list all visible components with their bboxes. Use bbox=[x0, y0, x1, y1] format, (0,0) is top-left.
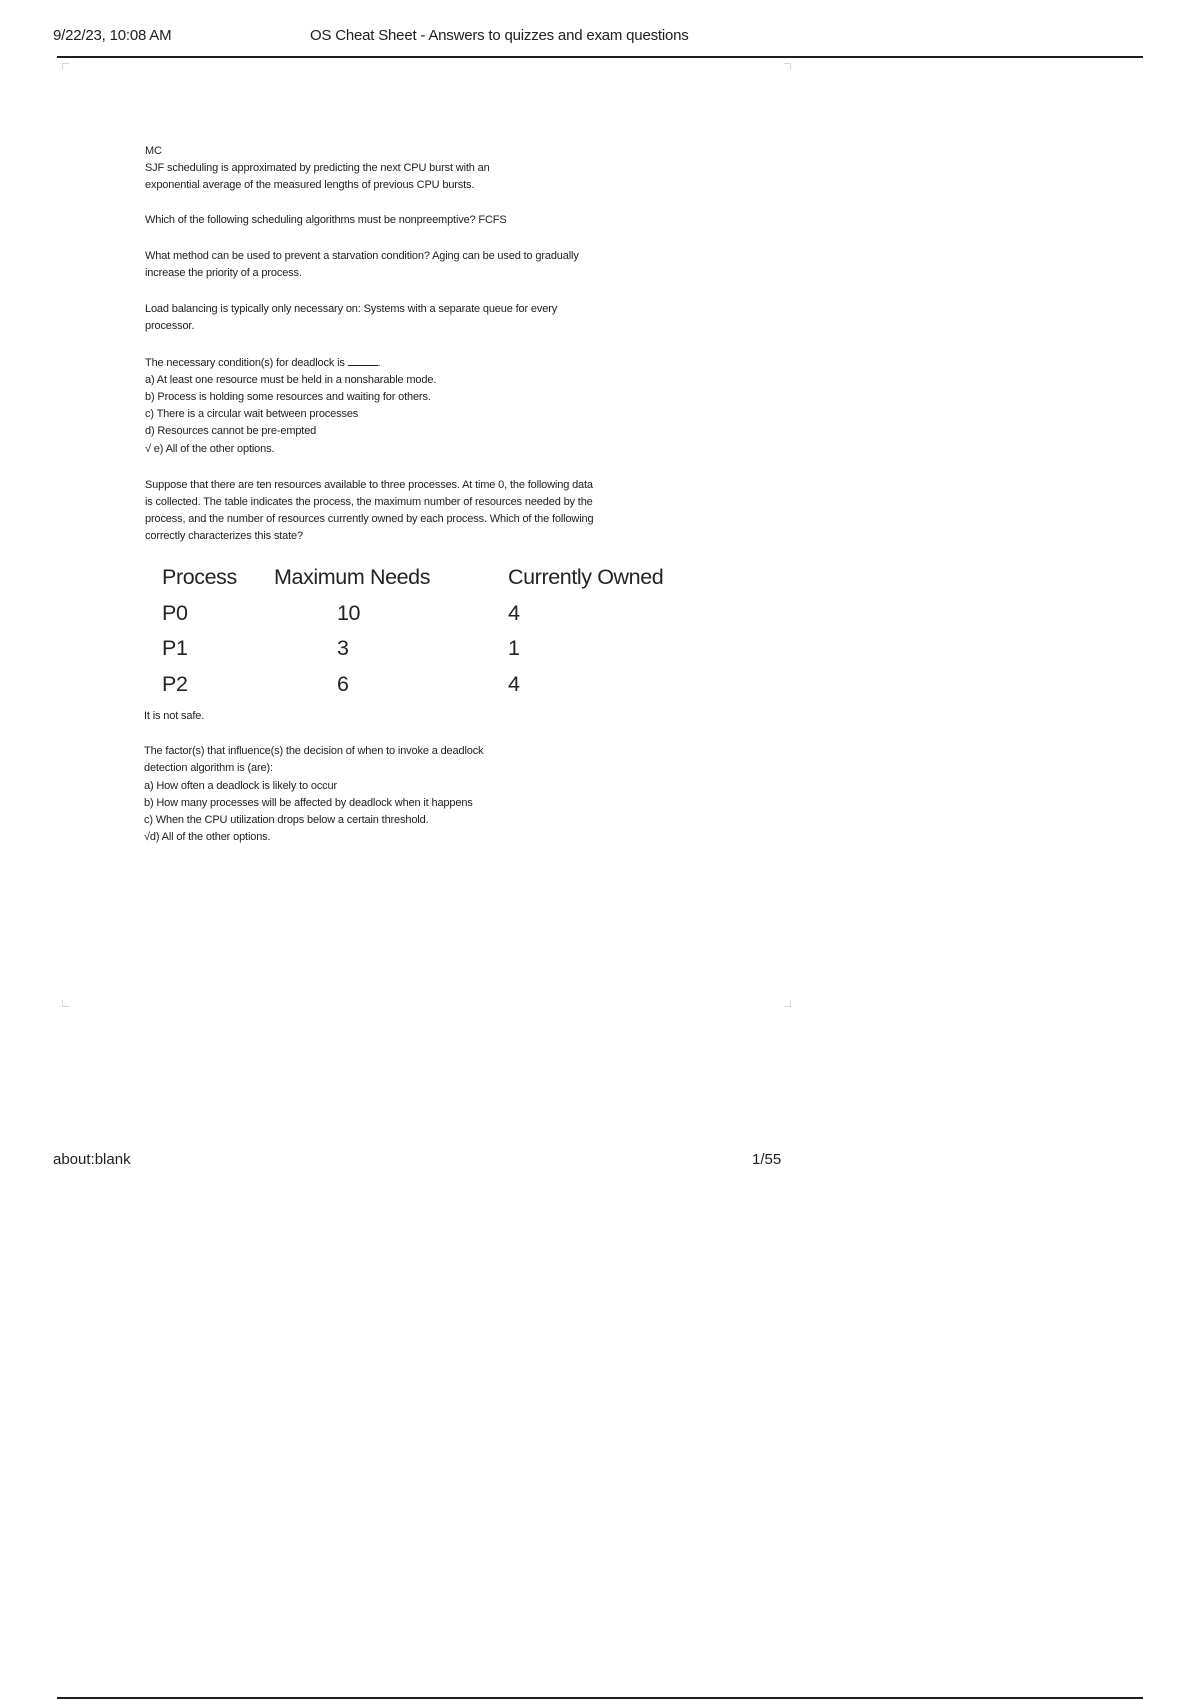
question-line: increase the priority of a process. bbox=[145, 267, 302, 280]
crop-mark-top-right bbox=[784, 63, 791, 70]
answer-option: d) Resources cannot be pre-empted bbox=[145, 425, 317, 438]
question-block-load-balancing bbox=[145, 301, 705, 335]
question-stem-text: The necessary condition(s) for deadlock is bbox=[145, 356, 345, 369]
question-block-deadlock-conditions bbox=[145, 355, 705, 458]
print-datetime: 9/22/23, 10:08 AM bbox=[53, 27, 172, 44]
answer-line: It is not safe. bbox=[144, 710, 205, 722]
question-block-detection bbox=[144, 743, 704, 846]
question-line: What method can be used to prevent a starvation condition? Aging can be used to gradually bbox=[145, 249, 579, 262]
crop-mark-bottom-left bbox=[62, 1000, 69, 1007]
footer-url: about:blank bbox=[53, 1151, 131, 1168]
table-cell-process: P0 bbox=[162, 600, 188, 625]
question-block-safe-state bbox=[145, 477, 705, 546]
page-number: 1/55 bbox=[752, 1151, 782, 1168]
crop-mark-top-left bbox=[62, 63, 69, 70]
question-block-nonpreemptive bbox=[145, 212, 705, 229]
question-line: is collected. The table indicates the process, the maximum number of resources needed by the bbox=[145, 496, 593, 509]
question-line: process, and the number of resources currently owned by each process. Which of the following bbox=[145, 513, 594, 526]
section-label: MC bbox=[145, 145, 162, 157]
answer-option: b) Process is holding some resources and waiting for others. bbox=[145, 391, 431, 404]
question-line: correctly characterizes this state? bbox=[145, 530, 303, 543]
answer-option-correct: √d) All of the other options. bbox=[144, 831, 271, 844]
footer-rule bbox=[57, 1697, 1143, 1699]
table-header-cell: Process bbox=[162, 565, 237, 589]
answer-blank bbox=[348, 356, 378, 366]
answer-option: b) How many processes will be affected by deadlock when it happens bbox=[144, 796, 473, 809]
question-line: Load balancing is typically only necessary on: Systems with a separate queue for every bbox=[145, 303, 558, 316]
page-content-continued bbox=[144, 708, 704, 863]
answer-option: a) At least one resource must be held in a nonsharable mode. bbox=[145, 373, 437, 386]
table-cell-owned: 4 bbox=[508, 671, 520, 696]
question-block-sjf bbox=[145, 143, 705, 195]
question-line: Which of the following scheduling algorithms must be nonpreemptive? FCFS bbox=[145, 213, 507, 226]
table-cell-owned: 1 bbox=[508, 636, 520, 660]
question-line: processor. bbox=[145, 320, 195, 333]
table-header-cell: Currently Owned bbox=[508, 565, 664, 589]
table-cell-process: P2 bbox=[162, 671, 188, 696]
question-line: The factor(s) that influence(s) the decision of when to invoke a deadlock bbox=[144, 745, 484, 758]
question-line: exponential average of the measured lengths of previous CPU bursts. bbox=[145, 179, 475, 192]
answer-option-correct: √ e) All of the other options. bbox=[145, 442, 275, 455]
document-title: OS Cheat Sheet - Answers to quizzes and exam questions bbox=[310, 27, 689, 44]
table-header-cell: Maximum Needs bbox=[274, 565, 431, 589]
question-line: Suppose that there are ten resources available to three processes. At time 0, the following data bbox=[145, 478, 593, 491]
question-stem bbox=[145, 355, 705, 372]
header-rule bbox=[57, 56, 1143, 58]
answer-option: c) When the CPU utilization drops below a certain threshold. bbox=[144, 814, 429, 827]
question-stem-end: . bbox=[377, 356, 381, 369]
page-content bbox=[145, 143, 705, 565]
question-line: detection algorithm is (are): bbox=[144, 762, 273, 775]
table-cell-max-needs: 10 bbox=[337, 600, 361, 625]
table-cell-process: P1 bbox=[162, 636, 188, 660]
question-block-starvation bbox=[145, 248, 705, 282]
table-cell-max-needs: 6 bbox=[337, 671, 349, 696]
answer-option: a) How often a deadlock is likely to occur bbox=[144, 779, 338, 792]
answer-block-safe-state bbox=[144, 708, 704, 725]
table-cell-owned: 4 bbox=[508, 600, 520, 625]
crop-mark-bottom-right bbox=[784, 1000, 791, 1007]
question-line: SJF scheduling is approximated by predicting the next CPU burst with an bbox=[145, 162, 490, 175]
answer-option: c) There is a circular wait between processes bbox=[145, 408, 359, 421]
table-cell-max-needs: 3 bbox=[337, 636, 349, 660]
